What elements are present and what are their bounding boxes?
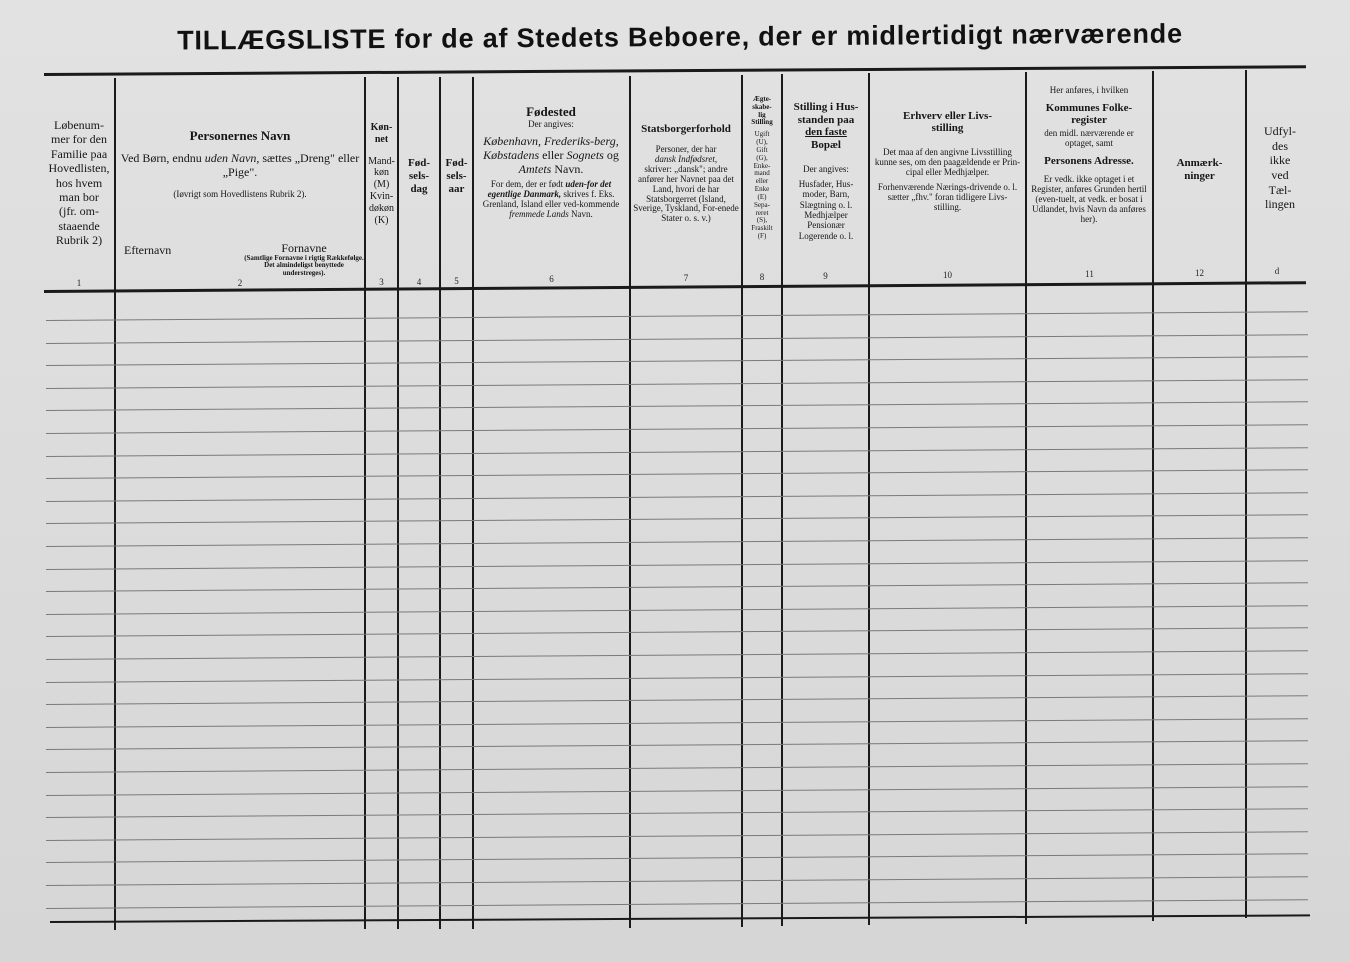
column-1-text-line: Løbenum- — [54, 118, 104, 132]
column-6-cities — [477, 134, 625, 176]
column-6-foreign — [477, 180, 625, 220]
entry-rule-line — [46, 537, 1308, 547]
column-11-heading-line: Kommunes Folke- — [1045, 101, 1133, 114]
column-9-heading-line: den faste — [805, 126, 847, 139]
column-d-header — [1247, 124, 1313, 212]
column-8-text-line: reret — [755, 208, 769, 217]
column-1-text-line: man bor — [59, 189, 99, 204]
column-9-header — [784, 101, 868, 241]
column-6-sogn: Sognets — [566, 148, 604, 163]
column-6-header — [477, 104, 625, 220]
column-7-text-b: skriver: „dansk"; andre anfører her Navnet paa det Land, hvori de har Statsborgerret (Island, Sverige, Tyskland, For-enede Stater o. s. v.) — [633, 163, 739, 224]
column-6-foreign-a: For dem, der er født — [490, 179, 566, 190]
entry-rule-line — [46, 695, 1308, 705]
column-8-header — [743, 96, 781, 241]
entry-rule-line — [46, 808, 1308, 818]
column-divider — [629, 76, 631, 928]
column-11-header — [1029, 86, 1149, 224]
column-8-text-line: Enke — [754, 185, 770, 194]
column-7-text-a: Personer, der har — [655, 144, 717, 155]
column-number: 5 — [454, 276, 459, 286]
column-1-text-line: (jfr. om- — [59, 204, 99, 219]
column-12-heading-line: ninger — [1184, 169, 1215, 182]
entry-rule-line — [46, 469, 1308, 479]
column-6-cities-em: København, Frederiks-berg, Købstadens — [483, 133, 619, 163]
column-6-heading: Fødested — [526, 104, 576, 119]
column-4-heading-line: Fød- — [408, 157, 430, 169]
column-6-sub: Der angives: — [528, 119, 574, 130]
column-7-text-em: dansk Indfødsret, — [654, 153, 718, 164]
entry-rule-line — [46, 854, 1308, 864]
column-d-text-line: Tæl- — [1268, 182, 1292, 197]
column-divider — [1152, 71, 1154, 921]
page-title: TILLÆGSLISTE for de af Stedets Beboere, der er midlertidigt nærværende — [177, 18, 1183, 56]
column-9-heading-line: Bopæl — [811, 138, 841, 151]
column-9-text-line: Slægtning o. l. — [799, 199, 853, 210]
column-6-foreign-d: Navn. — [568, 209, 593, 220]
column-7-heading: Statsborgerforhold — [641, 123, 731, 135]
column-divider — [439, 77, 441, 929]
column-2-instruction-post: sættes „Dreng" eller „Pige". — [222, 151, 360, 180]
entry-rule-line — [46, 424, 1308, 434]
column-8-heading-line: Stilling — [751, 118, 773, 127]
column-2-instruction-pre: Ved Børn, endnu — [120, 151, 205, 166]
column-d-text-line: lingen — [1265, 197, 1295, 212]
column-3-text-line: køn — [374, 167, 389, 179]
column-5-heading-line: sels- — [446, 169, 467, 182]
entry-rule-line — [46, 831, 1308, 841]
column-number: 4 — [416, 277, 422, 287]
entry-rule-line — [46, 876, 1308, 886]
bottom-border-line — [50, 914, 1310, 923]
column-3-heading-line: Køn- — [370, 122, 393, 133]
entry-rule-line — [46, 311, 1308, 321]
column-d-text-line: des — [1272, 138, 1288, 153]
column-number: 8 — [759, 272, 765, 282]
column-d-text-line: ikke — [1269, 153, 1291, 168]
column-10-heading-line: stilling — [931, 122, 964, 135]
column-1-text-line: hos hvem — [55, 175, 103, 190]
column-6-foreign-c-wrap — [477, 200, 625, 220]
column-8-text-line: Ugift — [754, 130, 770, 139]
column-9-heading-line: standen paa — [797, 113, 855, 126]
column-6-navn: Navn. — [551, 162, 584, 177]
column-number: 12 — [1195, 268, 1204, 278]
column-2-header — [120, 128, 360, 199]
column-8-text-line: (U), — [756, 138, 768, 147]
column-number: 10 — [943, 270, 952, 280]
column-8-text-line: (E) — [757, 192, 767, 201]
column-3-heading-line: net — [374, 133, 389, 145]
column-9-text-line: Medhjælper — [804, 209, 848, 220]
entry-rule-line — [46, 673, 1308, 683]
column-1-text-line: mer for den — [51, 132, 107, 147]
column-10-header — [874, 110, 1021, 213]
column-divider — [397, 77, 399, 929]
column-2-note: (Iøvrigt som Hovedlistens Rubrik 2). — [173, 188, 307, 199]
column-number: 7 — [683, 273, 689, 283]
entry-rule-line — [46, 492, 1308, 502]
entry-rule-line — [46, 718, 1308, 728]
column-4-header — [399, 157, 439, 196]
column-number: 3 — [379, 277, 384, 287]
entry-rule-line — [46, 786, 1308, 796]
column-6-foreign-em: uden-for det egentlige Danmark, — [487, 179, 612, 200]
column-1-text-line: Hovedlisten, — [48, 161, 110, 176]
column-9-text-line: Pensionær — [807, 220, 845, 231]
column-number: 1 — [76, 278, 82, 288]
column-number: 2 — [237, 278, 243, 288]
column-1-text-line: staaende — [58, 218, 100, 233]
column-7-header — [632, 123, 740, 224]
column-10-heading-line: Erhverv eller Livs- — [903, 110, 992, 122]
entry-rule-line — [46, 447, 1308, 457]
column-8-text-line: Enke- — [753, 161, 771, 170]
column-divider — [781, 74, 783, 926]
column-divider — [114, 78, 116, 930]
column-11-heading2: Personens Adresse. — [1044, 154, 1134, 167]
given-names-label: Fornavne — [281, 241, 327, 255]
column-number: 11 — [1085, 269, 1094, 279]
surname-label: Efternavn — [124, 243, 172, 257]
column-11-mid: den midl. nærværende er optaget, samt — [1044, 128, 1134, 148]
column-9-text-line: moder, Barn, — [802, 189, 850, 200]
entry-rule-line — [46, 515, 1308, 525]
column-9-text-line: Husfader, Hus- — [798, 178, 854, 189]
column-9-heading-line: Stilling i Hus- — [793, 101, 859, 113]
column-3-header — [366, 122, 397, 226]
entry-rule-line — [46, 899, 1308, 909]
column-11-text: Er vedk. ikke optaget i et Register, anføres Grunden hertil (even-tuelt, at vedk. er bosat i Udlandet, hvis Navn da anføres her). — [1031, 173, 1147, 224]
column-3-text-line: Mand- — [368, 155, 395, 167]
column-4-heading-line: sels- — [408, 169, 430, 182]
column-6-foreign-b: skrives f. Eks. — [561, 189, 615, 200]
given-names-note: (Samtlige Fornavne i rigtig Rækkefølge. Det almindeligst benyttede understreges). — [244, 255, 364, 277]
column-1-text-line: Familie paa — [50, 146, 108, 161]
column-8-text-line: eller — [755, 177, 769, 186]
column-3-text-line: (M) — [373, 179, 390, 191]
entry-rule-line — [46, 628, 1308, 638]
column-2-instruction-em: uden Navn, — [204, 151, 260, 166]
column-11-pre: Her anføres, i hvilken — [1049, 86, 1129, 95]
column-divider — [868, 73, 870, 925]
column-number: 6 — [549, 274, 554, 284]
column-8-text-line: (S), — [756, 216, 768, 225]
column-6-foreign-em2: fremmede Lands — [509, 209, 569, 220]
column-8-text-line: Gift — [756, 145, 768, 154]
column-3-text-line: Kvin- — [369, 190, 394, 202]
entry-rule-line — [46, 356, 1308, 366]
entry-rule-line — [46, 560, 1308, 570]
column-11-heading-line: register — [1071, 113, 1107, 126]
column-number: 9 — [823, 271, 828, 281]
entry-rule-line — [46, 763, 1308, 773]
column-8-heading-line: lig — [758, 110, 766, 119]
column-8-text-line: Sepa- — [754, 200, 770, 209]
entry-rule-line — [46, 605, 1308, 615]
column-6-foreign-c: Grenland, Island eller ved-kommende — [482, 199, 620, 210]
entry-rule-line — [46, 650, 1308, 660]
column-8-text-line: Fraskilt — [751, 224, 773, 233]
column-3-text-line: (K) — [374, 214, 389, 226]
column-8-heading-line: Ægte- — [752, 96, 772, 103]
column-6-cities-tail: eller — [539, 148, 564, 163]
column-1-text-line: Rubrik 2) — [55, 233, 103, 248]
column-number: d — [1274, 266, 1280, 276]
entry-rule-line — [46, 582, 1308, 592]
entry-rule-line — [46, 334, 1308, 344]
column-6-amt: Amtets — [518, 162, 552, 177]
column-divider — [1025, 72, 1027, 924]
top-border-line — [44, 65, 1306, 76]
column-12-heading-line: Anmærk- — [1176, 157, 1223, 169]
column-divider — [472, 77, 474, 929]
column-12-header — [1154, 157, 1245, 183]
column-5-header — [441, 157, 472, 196]
column-8-text-line: (F) — [757, 232, 767, 241]
column-8-text-line: mand — [754, 169, 770, 178]
column-3-text-line: døkøn — [369, 202, 394, 214]
column-1-header — [44, 118, 114, 248]
column-d-text-line: Udfyl- — [1264, 124, 1296, 138]
column-9-text-line: Logerende o. l. — [798, 230, 854, 241]
entry-rule-line — [46, 402, 1308, 412]
entry-rule-line — [46, 379, 1308, 389]
column-4-heading-line: dag — [410, 182, 428, 195]
column-8-heading-line: skabe- — [752, 102, 772, 111]
column-10-text-b: Forhenværende Nærings-drivende o. l. sætter „fhv." foran tidligere Livs-stilling. — [877, 181, 1018, 212]
column-5-heading-line: Fød- — [445, 157, 468, 169]
column-6-og: og — [603, 148, 619, 163]
column-d-text-line: ved — [1271, 167, 1289, 182]
column-2-instruction — [120, 151, 360, 179]
column-8-text-line: (G), — [756, 153, 768, 162]
column-9-sub: Der angives: — [803, 163, 849, 174]
entry-rule-line — [46, 741, 1308, 751]
column-2-heading: Personernes Navn — [189, 128, 291, 143]
column-5-heading-line: aar — [448, 182, 465, 195]
column-10-text-a: Det maa af den angivne Livsstilling kunne ses, om den paagældende er Prin-cipal eller Medhjælper. — [874, 147, 1021, 177]
